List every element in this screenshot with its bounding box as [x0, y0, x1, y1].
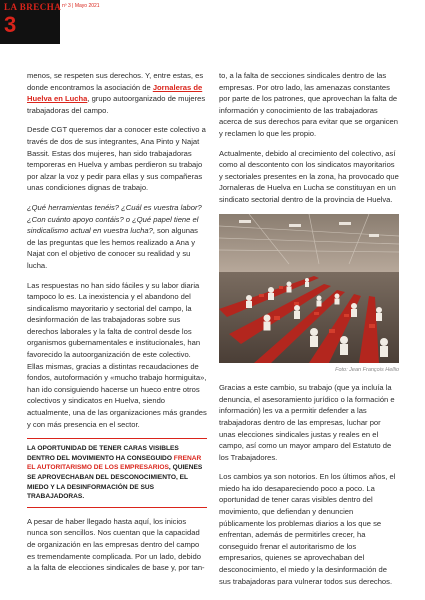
paragraph-3 — [27, 202, 207, 272]
paragraph-1-text-a: menos, se respeten sus derechos. Y, entre estas, es donde encontramos la asociación de — [27, 71, 204, 92]
packing-warehouse-photo — [219, 214, 399, 363]
paragraph-3-text: , son algunas de las preguntas que les hemos realizado a Ana y Najat con el objetivo de conocer su realidad y su lucha. — [27, 226, 198, 270]
paragraph-7: Actualmente, debido al crecimiento del colectivo, así como al descontento con los sindicatos mayoritarios y sectoriales presentes en la zona, ha provocado que Jornaleras de Huelva en Lucha se constituyan en un sindicato sectorial dentro de la provincia de Huelva. — [219, 148, 399, 204]
paragraph-8: Gracias a este cambio, su trabajo (que ya incluía la denuncia, el asesoramiento jurídico o la formación e información) les va a permitir defender a las trabajadoras dentro de las empresas, luchar por unas elecciones sindicales justas y reales en el campo, así como un mayor amparo del Estatuto de los Trabajadores. — [219, 383, 395, 462]
page-number: 3 — [4, 12, 17, 37]
issue-info: nº 3 | Mayo 2021 — [62, 3, 100, 9]
pull-quote-text-b: , QUIENES SE APROVECHABAN DEL DESCONOCIMIENTO, EL MIEDO Y LA DESINFORMACIÓN DE SUS TRABAJADORAS. — [27, 464, 203, 501]
paragraph-9: Los cambios ya son notorios. En los últimos años, el miedo ha ido desapareciendo poco a poco. La oportunidad de tener caras visibles dentro del movimiento, que defiendan y denuncien públicamente los problemas diarios a los que se enfrentan, además de permitirles crecer, ha conseguido frenar el autoritarismo de los empresarios, quienes se aprovechaban del desconocimiento, el miedo y la desinformación de sus trabajadoras para vulnerar todos sus derechos. — [219, 472, 396, 586]
pull-quote-highlight: FRENAR EL AUTORITARISMO DE LOS EMPRESARIOS — [27, 454, 202, 472]
photo-caption: Foto: Jean François Hellio — [335, 366, 399, 373]
paragraph-2: Desde CGT queremos dar a conocer este colectivo a través de dos de sus integrantes, Ana Pinto y Najat Bassit. Estas dos mujeres, han sido trabajadoras temporeras en Huelva y ambas perdieron su trabajo por alzar la voz y pedir para ellas y sus compañeras unas condiciones dignas de trabajo. — [27, 125, 206, 193]
pull-quote-text-a: LA OPORTUNIDAD DE TENER CARAS VISIBLES DENTRO DEL MOVIMIENTO HA CONSEGUIDO — [27, 445, 179, 462]
left-column — [27, 70, 207, 582]
paragraph-1 — [27, 70, 207, 116]
header-block — [0, 0, 60, 44]
magazine-title: LA BRECHA — [4, 2, 62, 12]
jornaleras-link[interactable]: Jornaleras de Huelva en Lucha — [27, 82, 203, 104]
paragraph-6: to, a la falta de secciones sindicales dentro de las empresas. Por otro lado, las amenazas constantes por parte de los patrones, que aprovechan la falta de información y conocimiento de las trabajadoras acerca de sus derechos para evitar que se organicen y reclamen lo que les propio. — [219, 71, 398, 138]
right-column — [219, 70, 399, 595]
pull-quote — [27, 438, 207, 508]
paragraph-1-text-b: , grupo autoorganizado de mujeres trabajadoras del campo. — [27, 94, 206, 115]
questions-text: ¿Qué herramientas tenéis? ¿Cuál es vuestra labor? ¿Con cuánto apoyo contáis? o ¿Qué papel tiene el sindicalismo actual en vuestra lucha? — [27, 202, 202, 236]
paragraph-5: A pesar de haber llegado hasta aquí, los inicios nunca son sencillos. Nos cuentan que la capacidad de organización en las empresas dentro del campo es tremendamente complicada. Por un lado, debido a la falta de elecciones sindicales de base y, por tan- — [27, 516, 205, 573]
photo-illustration — [219, 214, 399, 363]
paragraph-4: Las respuestas no han sido fáciles y su labor diaria tampoco lo es. La inexistencia y el abandono del sindicalismo mayoritario y sectorial del campo, la desinformación de las trabajadoras sobre sus derechos laborales y la falta de control desde los organismos gubernamentales e institucionales, han favorecido la autoorganización de este colectivo. Ellas mismas, gracias a distintas recaudaciones de fondos, autoformación y «mucho trabajo hormiguita», han ido consiguiendo hacerse un hueco entre otros colectivos y sindicatos en Huelva, siendo actualmente, una de las organizaciones más grandes y con más presencia en el sector. — [27, 280, 207, 429]
